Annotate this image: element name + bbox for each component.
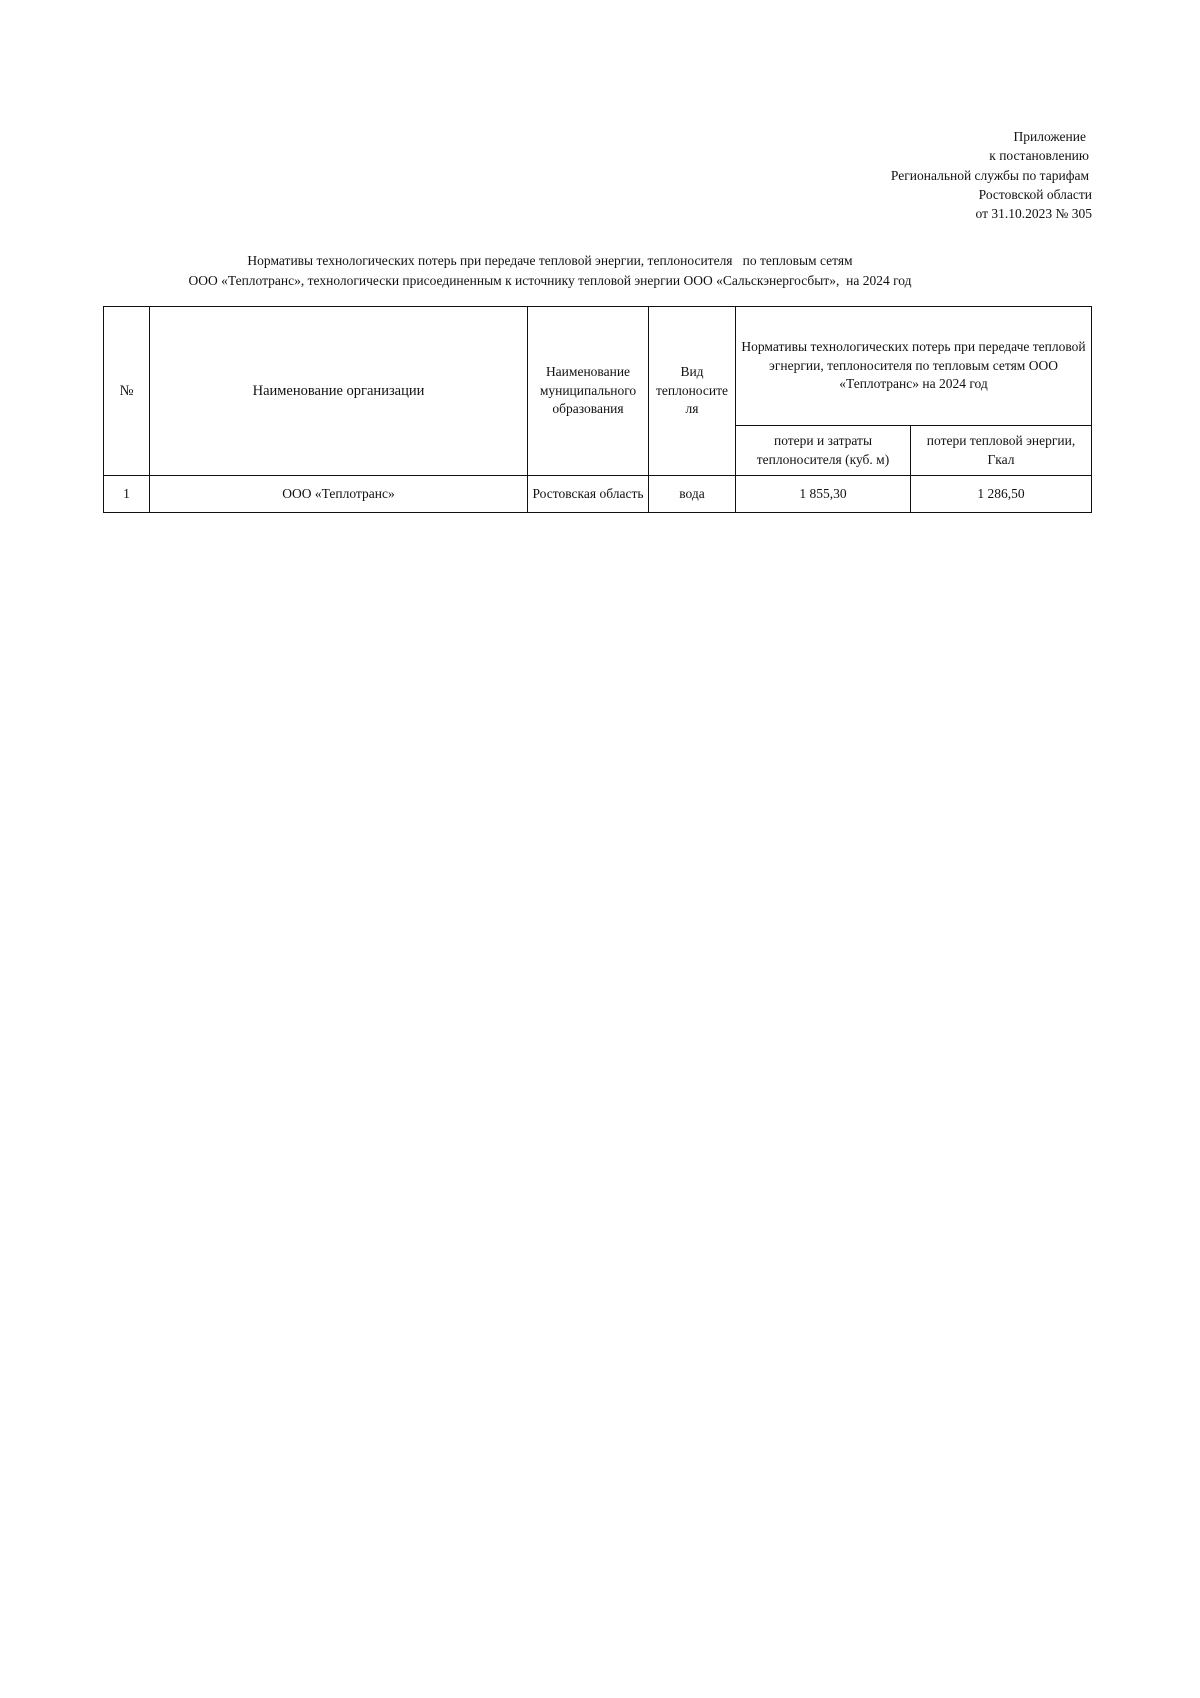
table-row (104, 476, 1092, 513)
cell-org-name: ООО «Теплотранс» (150, 476, 528, 513)
cell-heat-losses: 1 286,50 (911, 476, 1092, 513)
header-num: № (104, 307, 150, 476)
appendix-line: Ростовской области (978, 186, 1092, 202)
norms-table (103, 306, 1092, 513)
appendix-block (891, 127, 1092, 223)
document-title-line-2: ООО «Теплотранс», технологически присоединенным к источнику тепловой энергии ООО «Сальскэнергосбыт», на 2024 год (188, 272, 912, 288)
document-title (100, 251, 1000, 290)
appendix-line: от 31.10.2023 № 305 (975, 206, 1092, 222)
header-municipality: Наименование муниципального образования (528, 307, 649, 476)
header-coolant-losses: потери и затраты теплоносителя (куб. м) (736, 426, 911, 476)
header-heat-losses: потери тепловой энергии, Гкал (911, 426, 1092, 476)
header-coolant-type: Вид теплоносите ля (649, 307, 736, 476)
header-org-name: Наименование организации (150, 307, 528, 476)
cell-num: 1 (104, 476, 150, 513)
cell-coolant-type: вода (649, 476, 736, 513)
header-norms-group: Нормативы технологических потерь при передаче тепловой эгнергии, теплоносителя по тепловым сетям ООО «Теплотранс» на 2024 год (736, 307, 1092, 426)
appendix-line: к постановлению (989, 148, 1089, 164)
cell-coolant-losses: 1 855,30 (736, 476, 911, 513)
cell-municipality: Ростовская область (528, 476, 649, 513)
table-header-row (104, 307, 1092, 426)
appendix-line: Приложение (1013, 129, 1086, 144)
document-title-line-1: Нормативы технологических потерь при передаче тепловой энергии, теплоносителя по тепловым сетям (247, 253, 853, 268)
appendix-line: Региональной службы по тарифам (890, 167, 1089, 183)
